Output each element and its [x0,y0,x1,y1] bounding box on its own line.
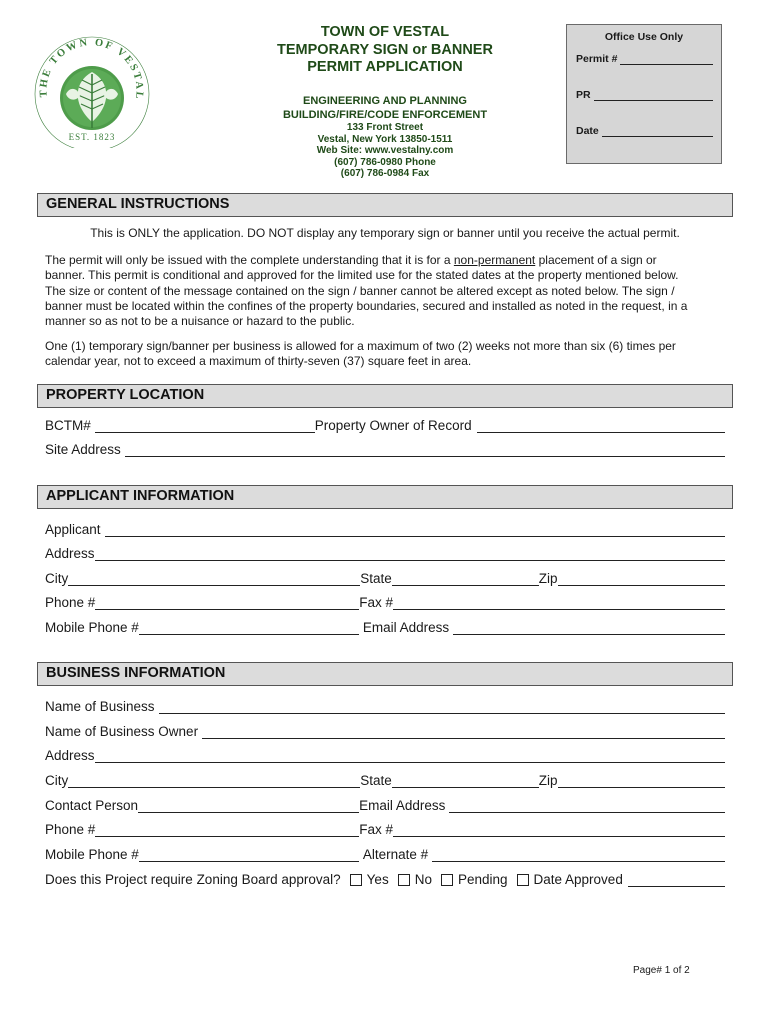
office-use-title: Office Use Only [604,31,684,43]
site-address-label: Site Address [45,442,121,457]
applicant-fax-label: Fax # [359,595,394,610]
contact-city: Vestal, New York 13850-1511 [317,133,453,145]
non-permanent-underlined: non-permanent [453,253,536,267]
business-owner-field[interactable] [202,724,725,739]
applicant-mobile-field[interactable] [139,620,359,635]
site-address-field[interactable] [125,442,725,457]
seal-arc-text: THE TOWN OF VESTAL [38,37,145,102]
business-email-field[interactable] [449,798,725,813]
paragraph-line: manner so as not to be a nuisance or hazard to the public. [45,314,355,329]
business-state-label: State [360,773,392,788]
business-name-row [45,697,725,714]
applicant-fax-field[interactable] [393,595,725,610]
permit-label: Permit # [576,53,618,65]
contact-person-label: Contact Person [45,798,139,813]
pr-field[interactable] [594,90,713,101]
contact-fax: (607) 786-0984 Fax [340,168,430,180]
business-fax-label: Fax # [359,822,394,837]
business-address-row [45,746,725,763]
contact-person-row [45,796,725,813]
business-zip-label: Zip [538,773,558,788]
business-owner-label: Name of Business Owner [45,724,199,739]
zoning-approval-row [45,870,725,887]
permit-number-field[interactable] [620,54,713,65]
applicant-state-label: State [360,571,392,586]
form-title [240,24,530,77]
business-zip-field[interactable] [558,773,725,788]
business-phone-row [45,820,725,837]
bctm-field[interactable] [95,418,315,433]
applicant-phone-field[interactable] [95,595,359,610]
zoning-yes-checkbox[interactable] [350,874,362,886]
applicant-phone-row [45,593,725,610]
bctm-owner-row [45,416,725,433]
applicant-address-field[interactable] [95,546,725,561]
office-date-row [576,125,713,137]
zoning-yes-label: Yes [366,872,389,887]
applicant-state-field[interactable] [392,571,539,586]
department-block [240,94,530,122]
paragraph-line: One (1) temporary sign/banner per business is allowed for a maximum of two (2) weeks not more than six (6) times per [45,339,676,353]
date-approved-field[interactable] [628,872,725,887]
office-date-label: Date [576,125,599,137]
business-city-field[interactable] [68,773,360,788]
property-owner-field[interactable] [477,418,725,433]
business-state-field[interactable] [392,773,539,788]
general-instructions-heading: GENERAL INSTRUCTIONS [37,193,733,217]
date-approved-checkbox[interactable] [517,874,529,886]
applicant-phone-label: Phone # [45,595,96,610]
applicant-zip-field[interactable] [558,571,725,586]
business-mobile-field[interactable] [139,847,359,862]
contact-person-field[interactable] [138,798,359,813]
title-line: PERMIT APPLICATION [307,59,463,75]
bctm-label: BCTM# [45,418,91,433]
alternate-phone-field[interactable] [432,847,725,862]
applicant-zip-label: Zip [538,571,558,586]
property-owner-label: Property Owner of Record [314,418,472,433]
alternate-phone-label: Alternate # [362,847,429,862]
paragraph-line: calendar year, not to exceed a maximum of thirty-seven (37) square feet in area. [45,354,472,369]
zoning-no-label: No [414,872,432,887]
pr-row [576,89,713,101]
business-mobile-label: Mobile Phone # [45,847,139,862]
business-phone-field[interactable] [95,822,359,837]
applicant-mobile-label: Mobile Phone # [45,620,139,635]
business-city-label: City [45,773,69,788]
business-name-field[interactable] [159,699,725,714]
office-use-box [566,24,722,164]
seal-est-text: EST. 1823 [68,132,116,142]
paragraph-line: The size or content of the message contained on the sign / banner cannot be altered except as noted below. The sign / [45,283,675,298]
applicant-label: Applicant [45,522,101,537]
business-owner-row [45,722,725,739]
paragraph-line: banner must be located within the confines of the property boundaries, secured and installed as noted in the request, in a [45,298,688,313]
applicant-information-heading: APPLICANT INFORMATION [37,485,733,509]
zoning-pending-label: Pending [457,872,508,887]
applicant-city-label: City [45,571,69,586]
applicant-row [45,520,725,537]
applicant-field[interactable] [105,522,725,537]
business-mobile-row [45,845,725,862]
page-number: Page# 1 of 2 [633,965,690,976]
zoning-no-checkbox[interactable] [398,874,410,886]
office-date-field[interactable] [602,126,713,137]
dept-line: ENGINEERING AND PLANNING [303,95,467,107]
paragraph-line: The permit will only be issued with the complete understanding that it is for a non-permanent placement of a sign or [45,253,657,267]
dept-line: BUILDING/FIRE/CODE ENFORCEMENT [282,109,488,121]
business-address-label: Address [45,748,95,763]
applicant-email-label: Email Address [362,620,450,635]
permit-number-row [576,53,713,65]
applicant-email-field[interactable] [453,620,725,635]
site-address-row [45,440,725,457]
property-location-heading: PROPERTY LOCATION [37,384,733,408]
business-phone-label: Phone # [45,822,96,837]
pr-label: PR [576,89,591,101]
paragraph-line: banner. This permit is conditional and approved for the limited use for the stated dates at the property mentioned below. [45,268,679,283]
town-seal-logo [30,30,152,148]
contact-address: 133 Front Street [346,122,424,133]
notice-text: This is ONLY the application. DO NOT display any temporary sign or banner until you receive the actual permit. [90,226,680,240]
applicant-city-field[interactable] [68,571,360,586]
contact-website: Web Site: www.vestalny.com [316,145,454,157]
business-fax-field[interactable] [393,822,725,837]
applicant-address-row [45,544,725,561]
date-approved-label: Date Approved [533,872,623,887]
zoning-question-label: Does this Project require Zoning Board approval? [45,872,341,887]
instructions-paragraph-1 [45,253,725,329]
business-email-label: Email Address [359,798,446,813]
zoning-pending-checkbox[interactable] [441,874,453,886]
instructions-paragraph-2 [45,339,725,370]
applicant-address-label: Address [45,546,95,561]
title-line: TOWN OF VESTAL [320,24,450,40]
business-information-heading: BUSINESS INFORMATION [37,662,733,686]
business-address-field[interactable] [95,748,725,763]
applicant-city-row [45,569,725,586]
business-name-label: Name of Business [45,699,155,714]
contact-phone: (607) 786-0980 Phone [334,156,436,168]
title-line: TEMPORARY SIGN or BANNER [277,41,493,58]
applicant-mobile-row [45,618,725,635]
business-city-row [45,771,725,788]
contact-block [240,122,530,180]
